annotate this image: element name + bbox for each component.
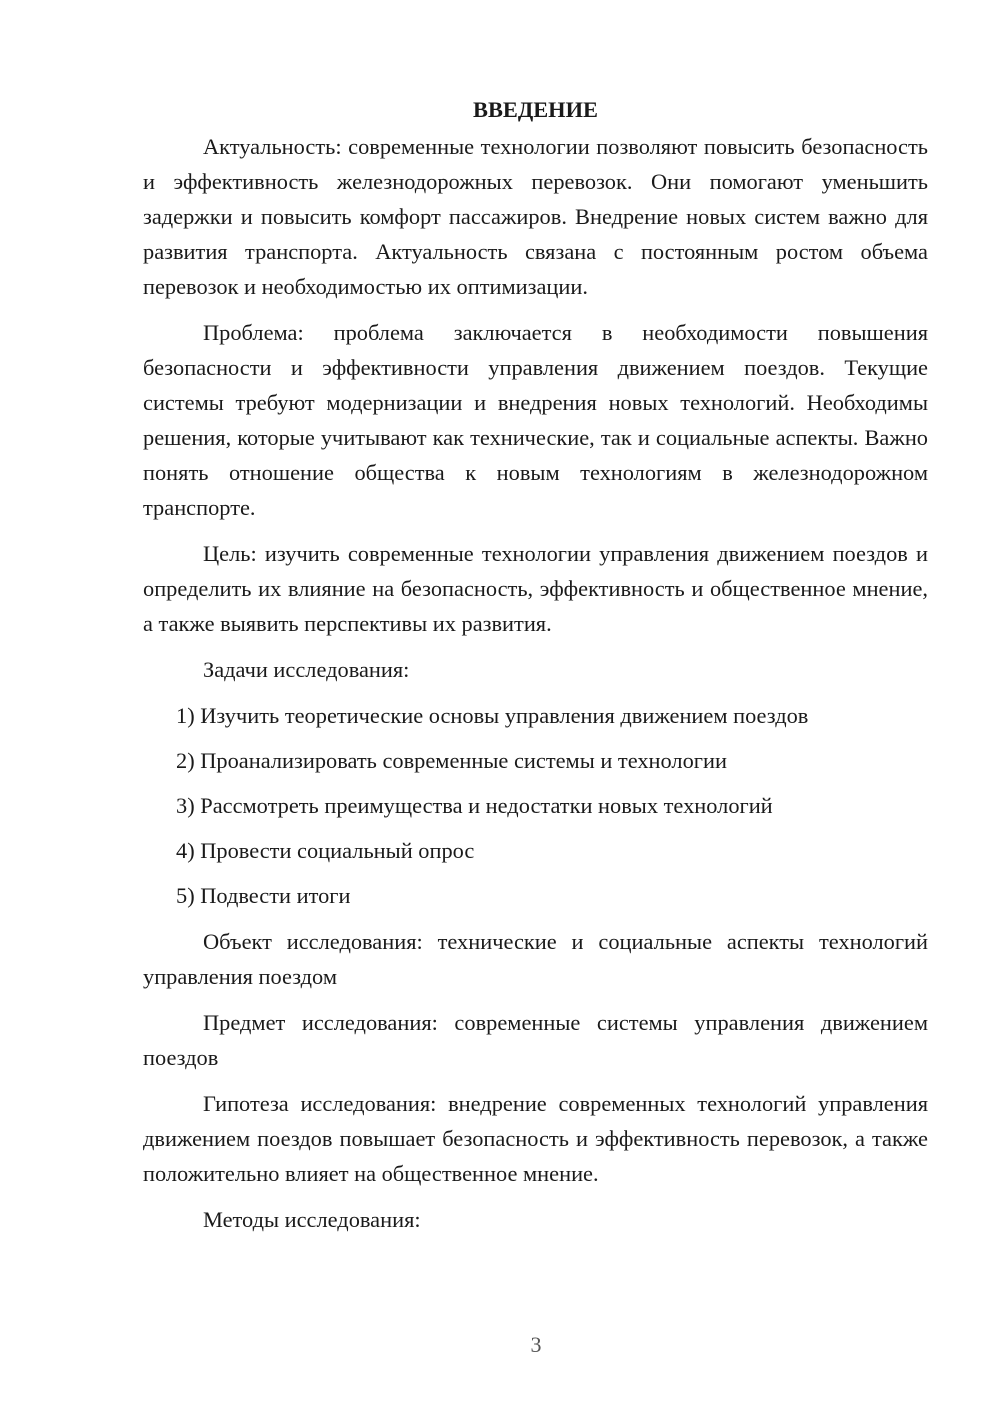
- tasks-list: [143, 698, 928, 913]
- list-item: 2) Проанализировать современные системы и технологии: [176, 748, 727, 773]
- list-item: 4) Провести социальный опрос: [176, 838, 475, 863]
- paragraph-object: Объект исследования: технические и социальные аспекты технологий управления поездом: [143, 929, 928, 989]
- paragraph-goal: Цель: изучить современные технологии управления движением поездов и определить их влияние на безопасность, эффективность и общественное мнение, а также выявить перспективы их развития.: [143, 541, 928, 636]
- list-item: 5) Подвести итоги: [176, 883, 351, 908]
- list-item: 3) Рассмотреть преимущества и недостатки новых технологий: [176, 793, 773, 818]
- list-item: 1) Изучить теоретические основы управления движением поездов: [176, 703, 809, 728]
- section-heading: ВВЕДЕНИЕ: [473, 97, 598, 122]
- paragraph-hypothesis: Гипотеза исследования: внедрение современных технологий управления движением поездов повышает безопасность и эффективность перевозок, а также положительно влияет на общественное мнение.: [143, 1091, 928, 1186]
- page-number: 3: [530, 1332, 542, 1357]
- paragraph-problem: Проблема: проблема заключается в необходимости повышения безопасности и эффективности управления движением поездов. Текущие системы требуют модернизации и внедрения новых технологий. Необходимы решения, которые учитывают как технические, так и социальные аспекты. Важно понять отношение общества к новым технологиям в железнодорожном транспорте.: [143, 320, 928, 520]
- methods-title: Методы исследования:: [203, 1207, 421, 1232]
- tasks-title: Задачи исследования:: [203, 657, 410, 682]
- paragraph-relevance: Актуальность: современные технологии позволяют повысить безопасность и эффективность железнодорожных перевозок. Они помогают уменьшить задержки и повысить комфорт пассажиров. Внедрение новых систем важно для развития транспорта. Актуальность связана с постоянным ростом объема перевозок и необходимостью их оптимизации.: [143, 134, 928, 299]
- page-content: [143, 92, 928, 1248]
- paragraph-subject: Предмет исследования: современные системы управления движением поездов: [143, 1010, 928, 1070]
